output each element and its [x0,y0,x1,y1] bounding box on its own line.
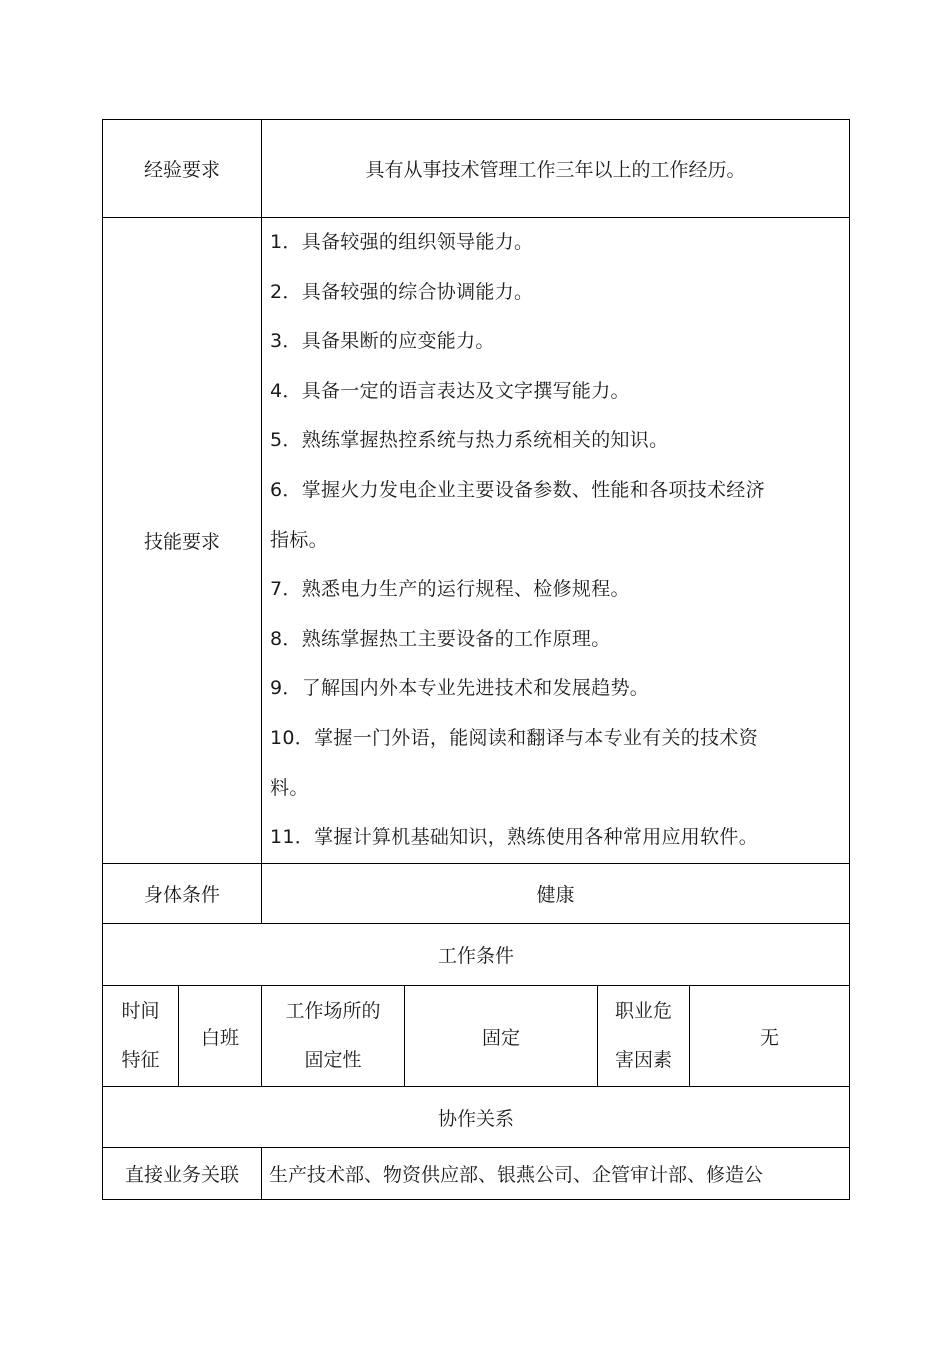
direct-relation-value: 生产技术部、物资供应部、银燕公司、企管审计部、修造公 [262,1148,850,1200]
workplace-label-line1: 工作场所的 [285,1000,381,1022]
skill-item: 5．熟练掌握热控系统与热力系统相关的知识。 [270,429,669,452]
skills-cell [262,218,850,864]
skill-item: 8．熟练掌握热工主要设备的工作原理。 [270,627,611,650]
skill-item: 4．具备一定的语言表达及文字撰写能力。 [270,379,630,402]
time-feature-label [103,986,179,1087]
skills-row [103,218,850,864]
direct-relation-row [103,1148,850,1200]
direct-relation-label: 直接业务关联 [103,1148,262,1200]
cooperation-title: 协作关系 [103,1087,850,1148]
skill-item: 1．具备较强的组织领导能力。 [270,231,534,253]
physical-value: 健康 [262,864,850,924]
skill-item: 料。 [270,776,309,799]
experience-label: 经验要求 [103,120,262,218]
skill-item: 9．了解国内外本专业先进技术和发展趋势。 [270,677,650,700]
job-requirements-table [102,119,850,1200]
hazard-value: 无 [690,986,850,1087]
skill-item: 6．掌握火力发电企业主要设备参数、性能和各项技术经济 [270,478,765,501]
time-feature-label-line1: 时间 [121,1000,160,1022]
skill-item: 10．掌握一门外语，能阅读和翻译与本专业有关的技术资 [270,726,758,749]
experience-row [103,120,850,218]
workplace-value: 固定 [405,986,598,1087]
work-conditions-title-row [103,924,850,986]
skill-item: 3．具备果断的应变能力。 [270,330,495,353]
time-feature-value: 白班 [179,986,262,1087]
skill-item: 11．掌握计算机基础知识，熟练使用各种常用应用软件。 [270,826,758,849]
hazard-label-line2: 害因素 [615,1049,673,1071]
time-feature-label-line2: 特征 [121,1049,160,1071]
work-conditions-row [103,986,850,1087]
hazard-label-line1: 职业危 [615,1000,673,1022]
skill-item: 指标。 [270,528,328,551]
experience-value: 具有从事技术管理工作三年以上的工作经历。 [262,120,850,218]
skills-list [270,218,841,863]
physical-row [103,864,850,924]
workplace-label [262,986,405,1087]
skill-item: 7．熟悉电力生产的运行规程、检修规程。 [270,578,630,601]
work-conditions-title: 工作条件 [103,924,850,986]
skills-label: 技能要求 [103,218,262,864]
physical-label: 身体条件 [103,864,262,924]
workplace-label-line2: 固定性 [304,1049,362,1071]
hazard-label [598,986,690,1087]
cooperation-title-row [103,1087,850,1148]
skill-item: 2．具备较强的综合协调能力。 [270,280,534,303]
